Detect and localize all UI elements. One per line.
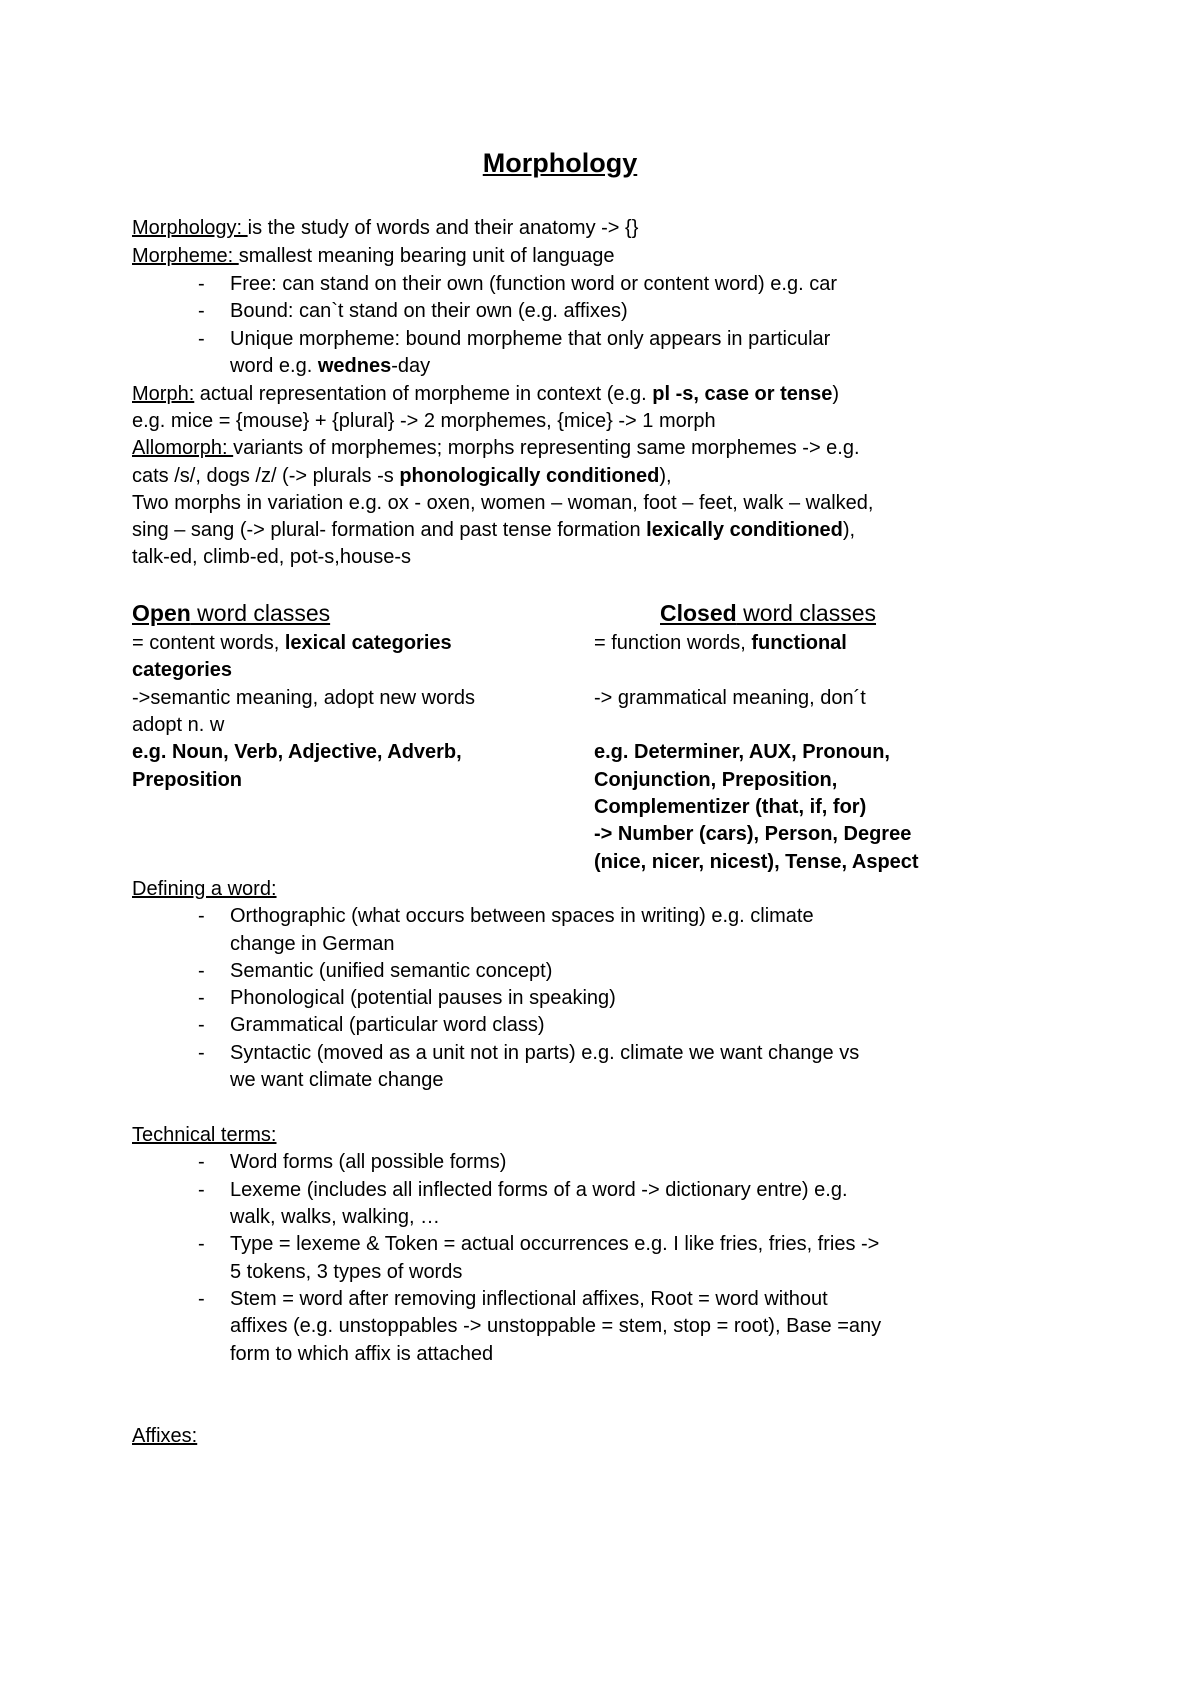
bullet-dash: -: [198, 905, 205, 927]
cats-text: cats /s/, dogs /z/ (-> plurals -s: [132, 465, 400, 487]
affixes-heading: Affixes:: [132, 1425, 198, 1447]
allomorph-text: variants of morphemes; morphs representing same morphemes -> e.g.: [233, 437, 860, 459]
closed-line-5: Complementizer (that, if, for): [594, 796, 867, 818]
morpheme-text: smallest meaning bearing unit of language: [238, 245, 615, 267]
closed-heading-rest: word classes: [736, 600, 877, 626]
lexeme-line-1: Lexeme (includes all inflected forms of a word -> dictionary entre) e.g.: [230, 1179, 848, 1201]
morph-text: actual representation of morpheme in context (e.g.: [194, 383, 653, 405]
open-text-bold: lexical categories: [284, 632, 452, 654]
sing-text-end: ),: [842, 519, 856, 541]
bullet-dash: -: [198, 273, 205, 295]
closed-text: = function words,: [594, 632, 752, 654]
morph-definition: [132, 380, 839, 409]
stem-line-2: affixes (e.g. unstoppables -> unstoppable = stem, stop = root), Base =any: [230, 1315, 882, 1337]
bound-morpheme: Bound: can`t stand on their own (e.g. affixes): [230, 300, 628, 322]
syntactic-line-2: we want climate change: [230, 1069, 444, 1091]
open-classes-heading: [132, 599, 330, 628]
closed-line-4: Conjunction, Preposition,: [594, 769, 838, 791]
cats-text-end: ),: [659, 465, 672, 487]
lexeme-line-2: walk, walks, walking, …: [230, 1206, 441, 1228]
stem-line-3: form to which affix is attached: [230, 1343, 494, 1365]
closed-line-3: e.g. Determiner, AUX, Pronoun,: [594, 741, 890, 763]
unique-morpheme-line-2: [230, 352, 430, 381]
open-heading-bold: Open: [132, 600, 191, 626]
bullet-dash: -: [198, 1233, 205, 1255]
allomorph-definition: [132, 434, 860, 463]
closed-line-1: [594, 629, 847, 658]
morph-text-end: ): [832, 383, 840, 405]
bullet-dash: -: [198, 960, 205, 982]
sing-text-bold: lexically conditioned: [646, 519, 843, 541]
orthographic-line-1: Orthographic (what occurs between spaces in writing) e.g. climate: [230, 905, 814, 927]
bullet-dash: -: [198, 1151, 205, 1173]
closed-line-7: (nice, nicer, nicest), Tense, Aspect: [594, 851, 919, 873]
technical-heading: Technical terms:: [132, 1124, 277, 1146]
defining-heading: Defining a word:: [132, 878, 277, 900]
word-forms-item: Word forms (all possible forms): [230, 1151, 507, 1173]
closed-classes-heading: [660, 599, 876, 628]
unique-morpheme-line-1: Unique morpheme: bound morpheme that only appears in particular: [230, 328, 831, 350]
bullet-dash: -: [198, 1179, 205, 1201]
semantic-item: Semantic (unified semantic concept): [230, 960, 553, 982]
open-line-3: ->semantic meaning, adopt new words: [132, 687, 475, 709]
orthographic-line-2: change in German: [230, 933, 395, 955]
morphology-definition: [132, 214, 638, 243]
type-line-2: 5 tokens, 3 types of words: [230, 1261, 463, 1283]
type-line-1: Type = lexeme & Token = actual occurrences e.g. I like fries, fries, fries ->: [230, 1233, 880, 1255]
open-line-2: categories: [132, 659, 233, 681]
morpheme-definition: [132, 242, 615, 271]
bullet-dash: -: [198, 300, 205, 322]
free-morpheme: Free: can stand on their own (function word or content word) e.g. car: [230, 273, 837, 295]
cats-example: [132, 462, 672, 491]
bullet-dash: -: [198, 1014, 205, 1036]
open-line-4: adopt n. w: [132, 714, 225, 736]
talk-line: talk-ed, climb-ed, pot-s,house-s: [132, 546, 412, 568]
closed-line-6: -> Number (cars), Person, Degree: [594, 823, 912, 845]
open-text: = content words,: [132, 632, 285, 654]
morph-label: Morph:: [132, 383, 195, 405]
page-title: Morphology: [482, 148, 638, 178]
sing-line: [132, 516, 855, 545]
morph-text-bold: pl -s, case or tense: [652, 383, 833, 405]
closed-line-2: -> grammatical meaning, don´t: [594, 687, 866, 709]
open-line-1: [132, 629, 452, 658]
stem-line-1: Stem = word after removing inflectional affixes, Root = word without: [230, 1288, 828, 1310]
open-heading-rest: word classes: [190, 600, 331, 626]
allomorph-label: Allomorph:: [132, 437, 234, 459]
grammatical-item: Grammatical (particular word class): [230, 1014, 545, 1036]
unique-example-bold: wednes: [317, 355, 392, 377]
morphology-text: is the study of words and their anatomy -> {}: [247, 217, 639, 239]
bullet-dash: -: [198, 987, 205, 1009]
closed-heading-bold: Closed: [660, 600, 737, 626]
bullet-dash: -: [198, 1288, 205, 1310]
cats-text-bold: phonologically conditioned: [399, 465, 660, 487]
morphology-label: Morphology:: [132, 217, 248, 239]
syntactic-line-1: Syntactic (moved as a unit not in parts) e.g. climate we want change vs: [230, 1042, 860, 1064]
closed-text-bold: functional: [751, 632, 847, 654]
bullet-dash: -: [198, 1042, 205, 1064]
open-line-6: Preposition: [132, 769, 243, 791]
mice-example: e.g. mice = {mouse} + {plural} -> 2 morphemes, {mice} -> 1 morph: [132, 410, 716, 432]
sing-text: sing – sang (-> plural- formation and past tense formation: [132, 519, 647, 541]
open-line-5: e.g. Noun, Verb, Adjective, Adverb,: [132, 741, 462, 763]
unique-text-end: -day: [391, 355, 431, 377]
unique-text: word e.g.: [230, 355, 318, 377]
two-morphs-line: Two morphs in variation e.g. ox - oxen, women – woman, foot – feet, walk – walked,: [132, 492, 874, 514]
morpheme-label: Morpheme:: [132, 245, 239, 267]
phonological-item: Phonological (potential pauses in speaking): [230, 987, 616, 1009]
bullet-dash: -: [198, 328, 205, 350]
